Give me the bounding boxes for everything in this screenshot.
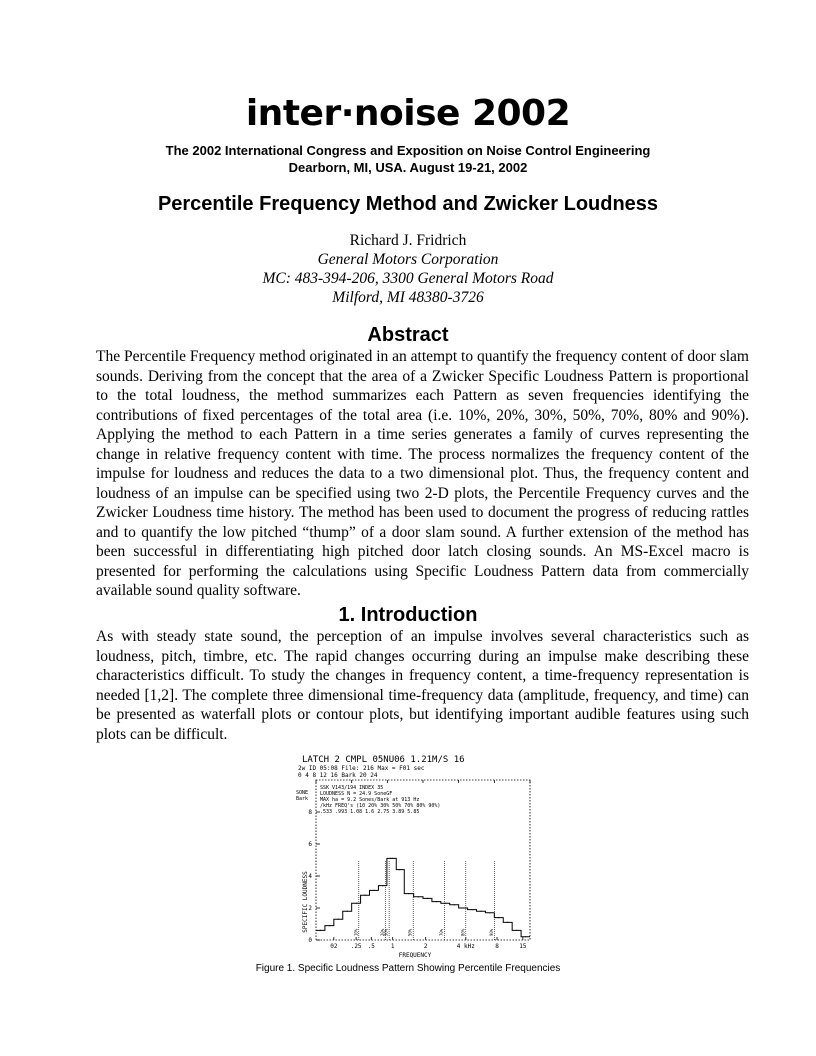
loudness-point-13 xyxy=(427,898,428,899)
specific-loudness-figure xyxy=(280,752,550,960)
x-tick-label-2: .5 xyxy=(367,943,375,950)
figure-caption: Figure 1. Specific Loudness Pattern Showing Percentile Frequencies xyxy=(255,963,561,974)
percentile-label-6: 90% xyxy=(488,928,494,936)
x-tick-label-3: 1 xyxy=(390,943,395,950)
y-tick-label-1: 2 xyxy=(308,905,312,912)
author-address: MC: 483-394-206, 3300 General Motors Road xyxy=(262,270,554,287)
figure-left-label2: Bark xyxy=(296,796,309,802)
loudness-point-5 xyxy=(364,895,365,896)
loudness-point-19 xyxy=(480,911,481,912)
y-tick-label-3: 6 xyxy=(308,841,312,848)
figure-left-label1: SONE xyxy=(296,790,309,796)
loudness-point-6 xyxy=(373,890,374,891)
author-city: Milford, MI 48380-3726 xyxy=(332,289,484,306)
y-tick-label-0: 0 xyxy=(308,937,312,944)
x-tick-label-1: .25 xyxy=(350,943,362,950)
y-tick-label-4: 8 xyxy=(308,809,312,816)
loudness-point-10 xyxy=(399,869,400,870)
figure-info-line1: SSK V143/194 INDEX 35 xyxy=(320,785,384,791)
loudness-point-1 xyxy=(329,925,330,926)
loudness-point-12 xyxy=(418,896,419,897)
loudness-point-14 xyxy=(436,901,437,902)
intro-heading: 1. Introduction xyxy=(338,604,478,626)
abstract-heading: Abstract xyxy=(367,324,449,346)
percentile-label-5: 80% xyxy=(460,928,466,936)
x-tick-label-4: 2 xyxy=(423,943,428,950)
loudness-point-2 xyxy=(338,919,339,920)
figure-header-line2: 2w ID 05:08 File: 216 Max = F01 sec xyxy=(298,765,425,772)
loudness-point-8 xyxy=(390,858,391,859)
x-axis-label: FREQUENCY xyxy=(398,952,432,959)
figure-info-line4: /kHz FREQ's (10 20% 30% 50% 70% 80% 90%) xyxy=(320,803,441,809)
x-tick-label-0: 02 xyxy=(330,943,338,950)
x-tick-label-7: 15 xyxy=(519,943,527,950)
loudness-point-20 xyxy=(489,912,490,913)
conference-logo: inter·noise 2002 xyxy=(245,93,571,134)
y-tick-label-2: 4 xyxy=(308,873,312,880)
loudness-curve xyxy=(316,858,530,936)
loudness-point-3 xyxy=(347,911,348,912)
percentile-label-0: 10% xyxy=(353,928,359,936)
figure-info-line2: LOUDNESS N = 24.9 SoneGF xyxy=(320,791,393,797)
x-tick-label-5: 4 kHz xyxy=(456,943,475,950)
y-axis-label: SPECIFIC LOUDNESS xyxy=(302,871,309,933)
loudness-point-24 xyxy=(525,936,526,937)
conference-name: The 2002 International Congress and Exposition on Noise Control Engineering xyxy=(165,143,651,158)
loudness-point-9 xyxy=(392,858,393,859)
loudness-point-18 xyxy=(471,909,472,910)
figure-header-line1: LATCH 2 CMPL 05NU06 1.21M/S 16 xyxy=(302,755,465,765)
conference-location: Dearborn, MI, USA. August 19-21, 2002 xyxy=(288,160,528,175)
intro-text: As with steady state sound, the perception of an impulse involves several characteristics such as loudness, pitch, timbre, etc. The rapid changes occurring during an impulse make describing these characteristics difficult. To study the changes in frequency content, a time-frequency representation is needed [1,2]. The complete three dimensional time-frequency data (amplitude, frequency, and time) can be presented as waterfall plots or contour plots, but identifying important audible features using such plots can be difficult. xyxy=(96,628,749,743)
paper-title: Percentile Frequency Method and Zwicker Loudness xyxy=(157,193,659,215)
loudness-point-7 xyxy=(382,885,383,886)
loudness-point-22 xyxy=(507,922,508,923)
figure-header-line3: 0 4 8 12 16 Bark 20 24 xyxy=(298,772,378,779)
figure-info-line5: .533 .993 1.08 1.6 2.75 3.89 5.85 xyxy=(320,809,420,815)
figure-info-line3: MAX ha = 9.2 Sones/Bark at 913 Hz xyxy=(320,797,420,803)
percentile-label-3: 50% xyxy=(407,928,413,936)
author-org: General Motors Corporation xyxy=(317,251,499,268)
x-tick-label-6: 8 xyxy=(495,943,499,950)
abstract-text: The Percentile Frequency method originated in an attempt to quantify the frequency content of door slam sounds. Deriving from the concept that the area of a Zwicker Specific Loudness Pattern is proportional to the total loudness, the method summarizes each Pattern as seven frequencies identifying the contributions of fixed percentages of the total area (i.e. 10%, 20%, 30%, 50%, 70%, 80% and 90%). Applying the method to each Pattern in a time series generates a family of curves representing the change in relative frequency content with time. The process normalizes the frequency content of the impulse for loudness and reduces the data to a two dimensional plot. Thus, the frequency content and loudness of an impulse can be specified using two 2-D plots, the Percentile Frequency curves and the Zwicker Loudness time history. The method has been used to document the progress of reducing rattles and to quantify the low pitched “thump” of a door slam sound. A further extension of the method has been successful in differentiating high pitched door latch closing sounds. An MS-Excel macro is presented for performing the calculations using Specific Loudness Pattern data from commercially available sound quality software. xyxy=(96,348,749,599)
loudness-point-15 xyxy=(445,903,446,904)
loudness-point-11 xyxy=(408,893,409,894)
percentile-label-4: 70% xyxy=(438,928,444,936)
loudness-point-21 xyxy=(498,917,499,918)
loudness-point-23 xyxy=(516,930,517,931)
loudness-point-16 xyxy=(454,904,455,905)
percentile-label-1: 20% xyxy=(380,928,386,936)
loudness-point-4 xyxy=(356,903,357,904)
loudness-point-0 xyxy=(320,930,321,931)
author-name: Richard J. Fridrich xyxy=(349,232,467,249)
percentile-label-2: 30% xyxy=(383,928,389,936)
loudness-point-17 xyxy=(463,907,464,908)
